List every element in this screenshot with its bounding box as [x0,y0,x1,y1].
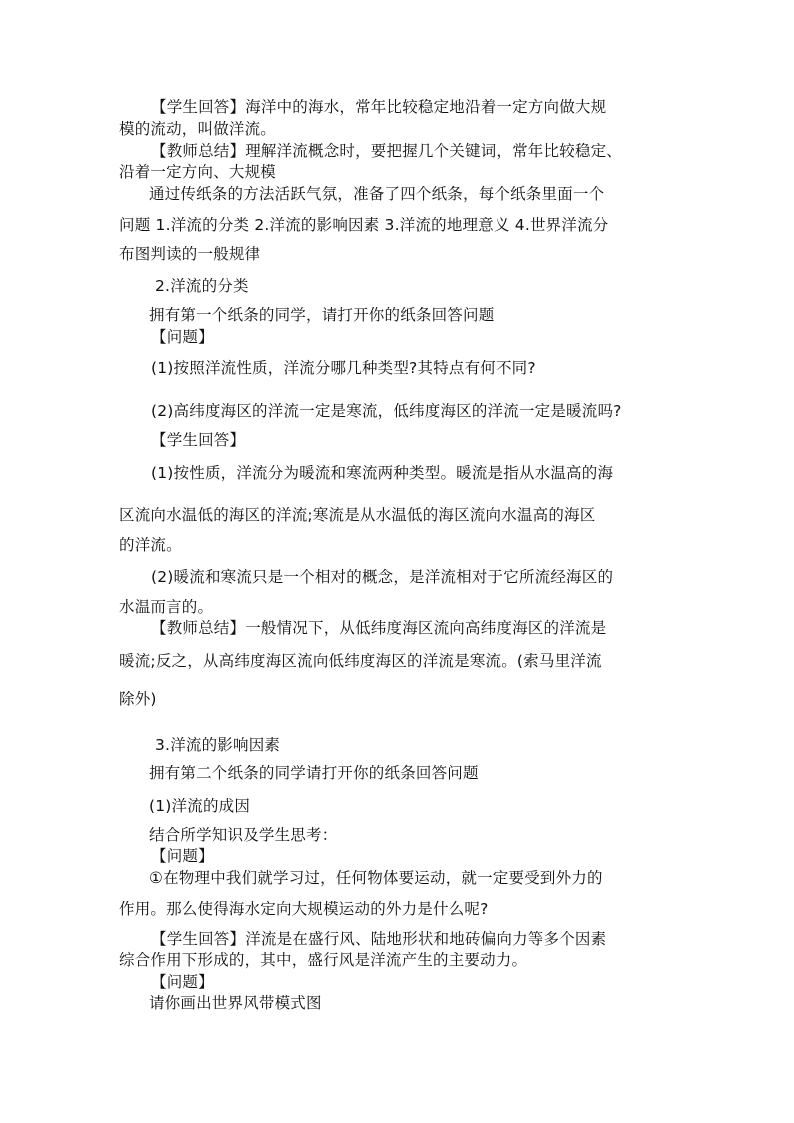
text-line: 通过传纸条的方法活跃气氛，准备了四个纸条，每个纸条里面一个 [149,185,605,203]
text-line: 水温而言的。 [119,598,214,616]
text-line: (1)按照洋流性质，洋流分哪几种类型?其特点有何不同? [151,359,536,377]
text-line: 综合作用下形成的，其中，盛行风是洋流产生的主要动力。 [119,951,528,969]
text-line: 【学生回答】 [151,431,246,449]
text-line: 作用。那么使得海水定向大规模运动的外力是什么呢? [119,900,489,918]
text-line: 布图判读的一般规律 [119,245,261,263]
text-line: 沿着一定方向、大规模 [119,163,277,181]
text-line: 【问题】 [151,328,214,346]
section-heading: 3.洋流的影响因素 [155,736,281,754]
text-line: (2)高纬度海区的洋流一定是寒流，低纬度海区的洋流一定是暖流吗? [151,402,622,420]
text-line: 暖流;反之，从高纬度海区流向低纬度海区的洋流是寒流。(索马里洋流 [119,652,602,670]
text-line: 结合所学知识及学生思考： [149,826,338,844]
text-line: 请你画出世界风带模式图 [149,994,322,1012]
text-line: (2)暖流和寒流只是一个相对的概念，是洋流相对于它所流经海区的 [151,568,614,586]
text-line: 模的流动，叫做洋流。 [119,120,277,138]
text-line: 【教师总结】理解洋流概念时，要把握几个关键词，常年比较稳定、 [151,142,623,160]
section-heading: 2.洋流的分类 [155,277,249,295]
text-line: 的洋流。 [119,536,182,554]
text-line: 【学生回答】洋流是在盛行风、陆地形状和地砖偏向力等多个因素 [151,930,607,948]
text-line: 【问题】 [151,973,214,991]
text-line: 【学生回答】海洋中的海水，常年比较稳定地沿着一定方向做大规 [151,98,607,116]
text-line: 除外) [119,690,157,708]
text-line: (1)洋流的成因 [149,797,251,815]
text-line: 【问题】 [151,847,214,865]
text-line: 拥有第一个纸条的同学，请打开你的纸条回答问题 [149,306,495,324]
text-line: 【教师总结】一般情况下，从低纬度海区流向高纬度海区的洋流是 [151,619,607,637]
text-line: 拥有第二个纸条的同学请打开你的纸条回答问题 [149,764,479,782]
text-line: 问题 1.洋流的分类 2.洋流的影响因素 3.洋流的地理意义 4.世界洋流分 [119,216,609,234]
text-line: (1)按性质，洋流分为暖流和寒流两种类型。暖流是指从水温高的海 [151,464,614,482]
text-line: ①在物理中我们就学习过，任何物体要运动，就一定要受到外力的 [149,869,603,887]
text-line: 区流向水温低的海区的洋流;寒流是从水温低的海区流向水温高的海区 [119,506,596,524]
